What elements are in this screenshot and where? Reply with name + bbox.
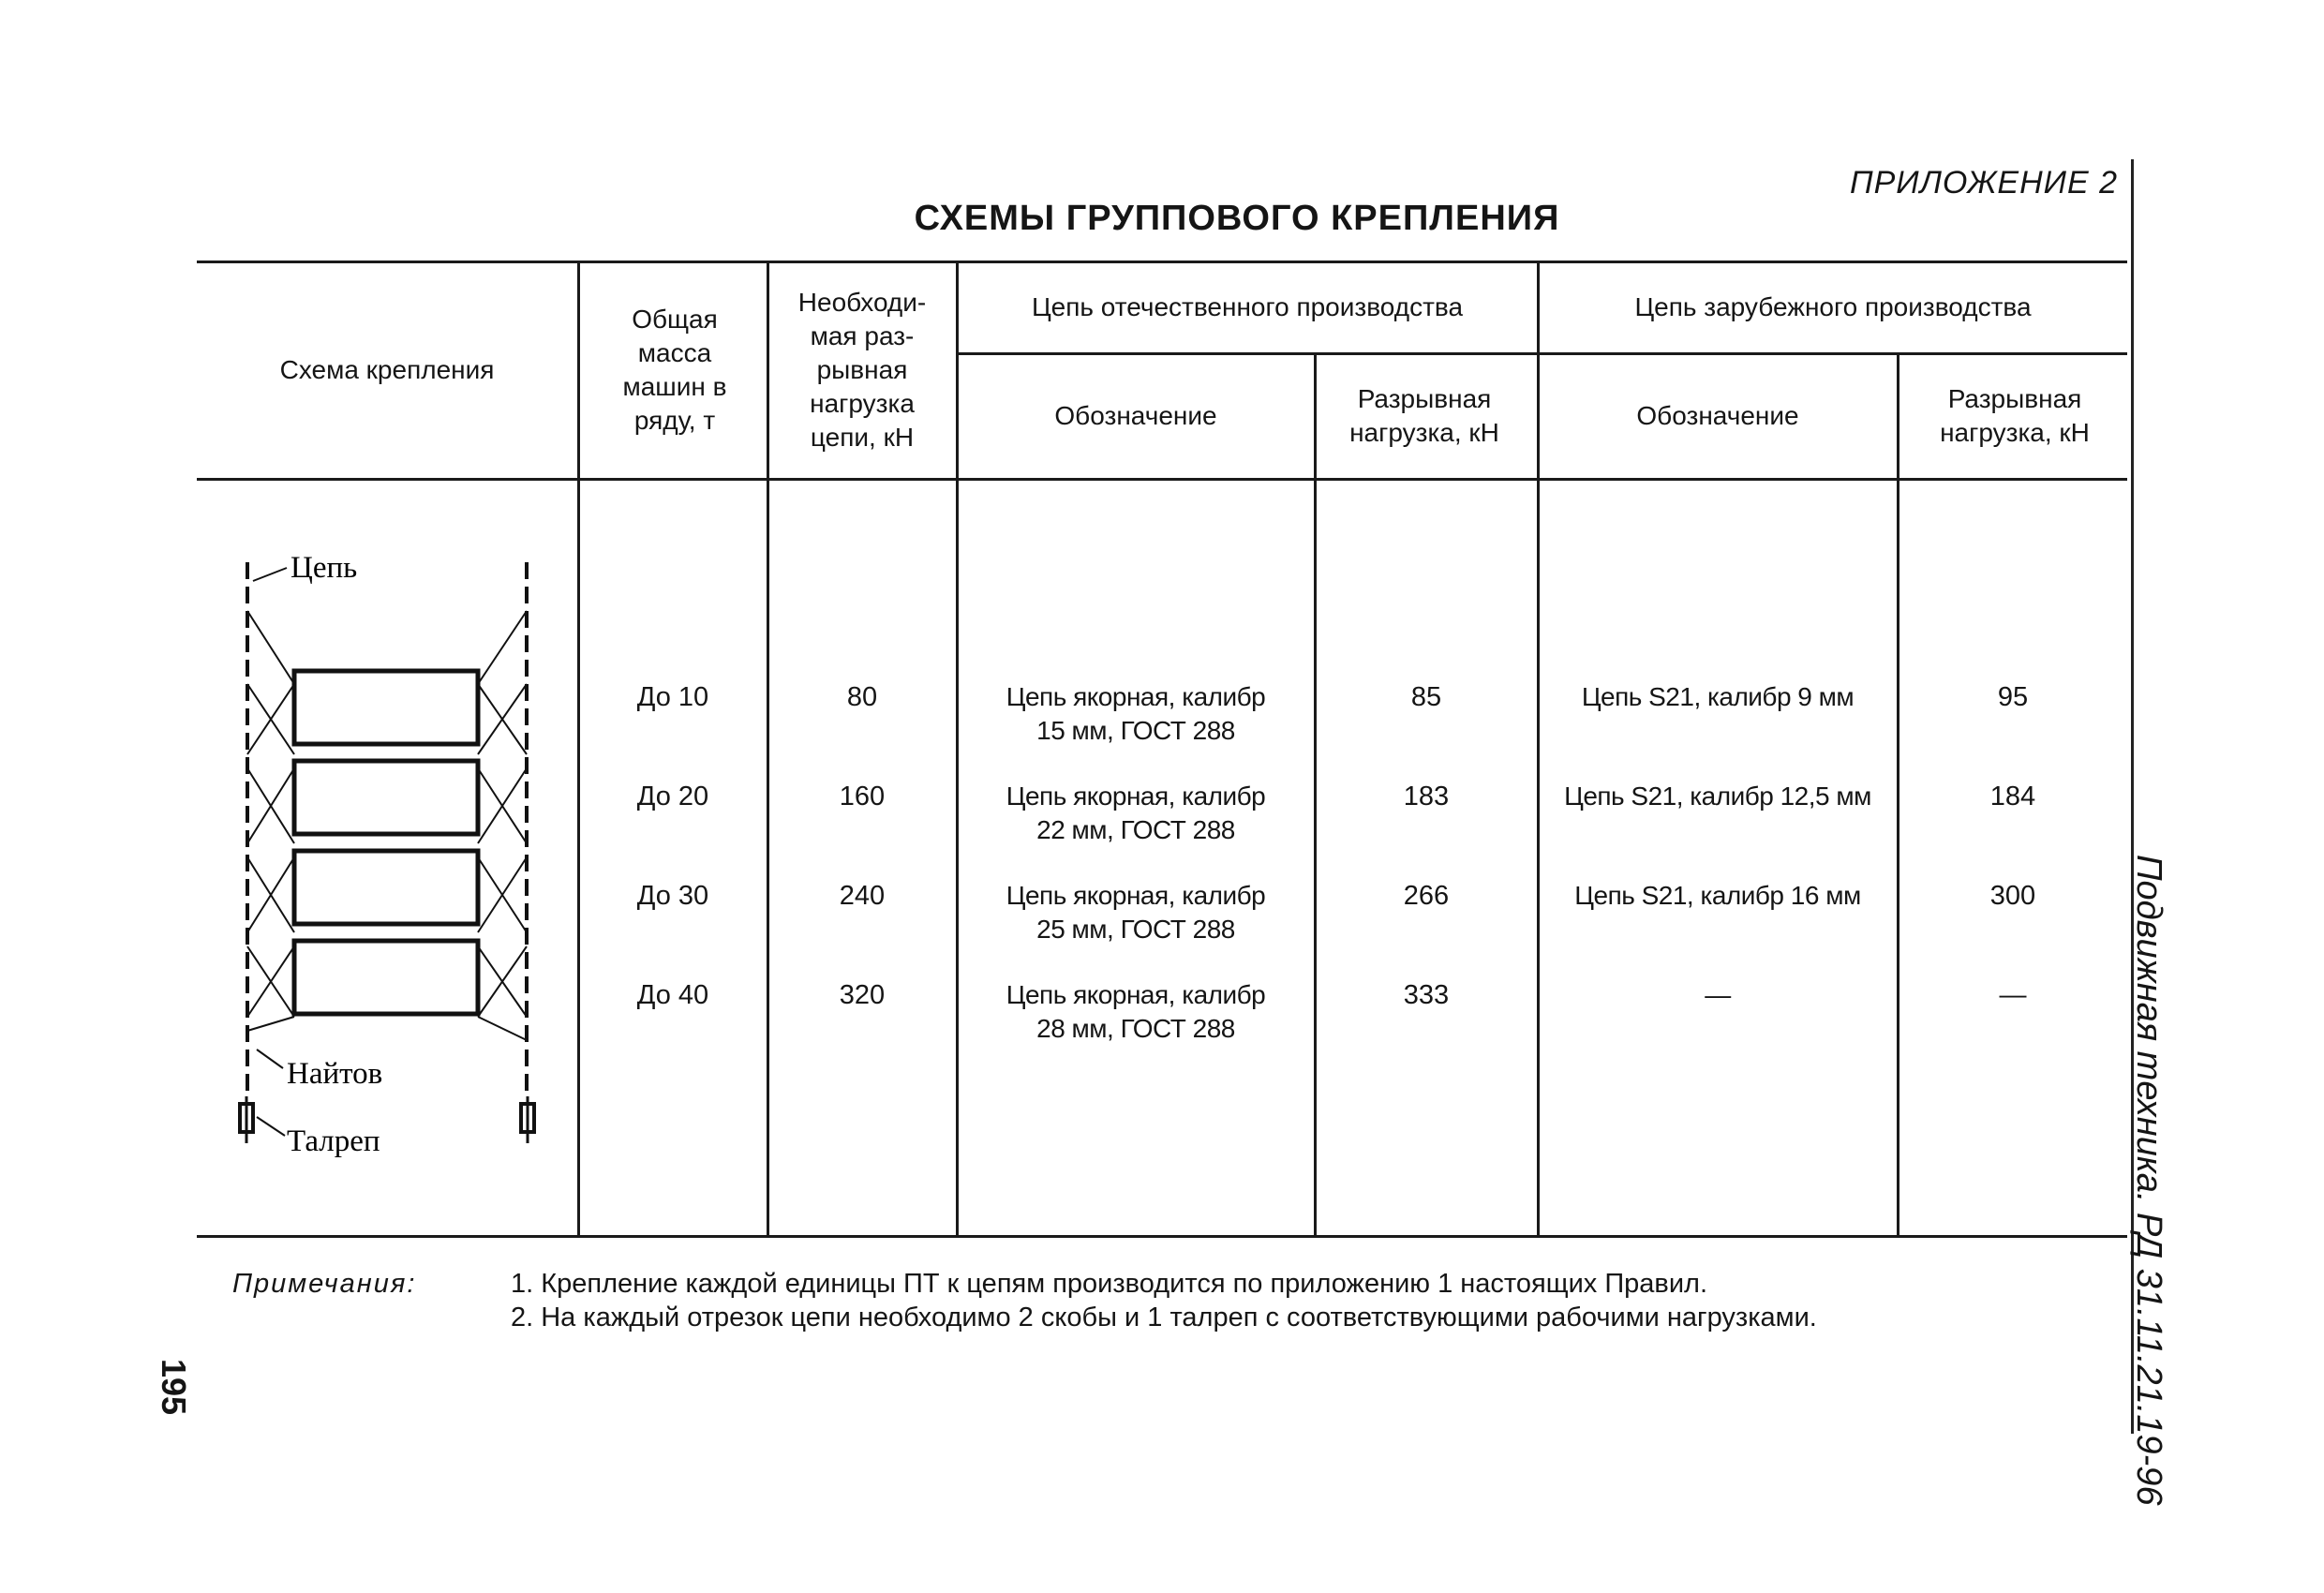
cell-for-load: 300 <box>1989 881 2036 911</box>
document-code-vertical: Подвижная техника. РД 31.11.21.19-96 <box>2129 855 2168 1506</box>
col-divider-2 <box>767 261 769 1237</box>
header-dom-breaking-load: Разрывная нагрузка, кН <box>1349 384 1499 447</box>
note-item: 2. На каждый отрезок цепи необходимо 2 скобы и 1 талреп с соответствующими рабочими нагрузками. <box>511 1303 1817 1332</box>
lashing-label: Найтов <box>287 1057 383 1091</box>
left-turnbuckle-icon <box>240 1096 253 1143</box>
cell-dom-name: Цепь якорная, калибр 15 мм, ГОСТ 288 <box>1006 682 1266 745</box>
appendix-label: ПРИЛОЖЕНИЕ 2 <box>1849 165 2118 201</box>
header-for-designation: Обозначение <box>1636 401 1799 430</box>
note-item: 1. Крепление каждой единицы ПТ к цепям производится по приложению 1 настоящих Правил. <box>511 1269 1708 1299</box>
cell-for-name: — <box>1705 980 1731 1009</box>
cell-for-name: Цепь S21, калибр 12,5 мм <box>1564 782 1871 811</box>
turnbuckle-leader <box>257 1117 285 1136</box>
cell-mass: До 40 <box>636 980 709 1010</box>
cell-dom-load: 333 <box>1403 980 1450 1010</box>
right-turnbuckle-icon <box>521 1096 534 1143</box>
cell-for-load: 95 <box>1997 682 2029 712</box>
cell-load: 160 <box>839 782 886 811</box>
cell-for-load: — <box>1999 980 2027 1010</box>
header-dom-designation: Обозначение <box>1054 401 1217 430</box>
cell-dom-load: 85 <box>1410 682 1442 712</box>
cell-dom-name: Цепь якорная, калибр 25 мм, ГОСТ 288 <box>1006 881 1266 944</box>
cell-for-name: Цепь S21, калибр 9 мм <box>1581 682 1855 711</box>
header-bottom-border <box>197 478 2127 481</box>
vehicle-box <box>294 761 478 834</box>
cell-for-name: Цепь S21, калибр 16 мм <box>1574 881 1861 910</box>
vehicle-box <box>294 851 478 924</box>
cell-load: 320 <box>839 980 886 1010</box>
cell-mass: До 10 <box>636 682 709 712</box>
page-title: СХЕМЫ ГРУППОВОГО КРЕПЛЕНИЯ <box>914 199 1560 238</box>
header-for-breaking-load: Разрывная нагрузка, кН <box>1940 384 2090 447</box>
cell-dom-name: Цепь якорная, калибр 22 мм, ГОСТ 288 <box>1006 782 1266 844</box>
cell-mass: До 30 <box>636 881 709 911</box>
cell-dom-name: Цепь якорная, калибр 28 мм, ГОСТ 288 <box>1006 980 1266 1043</box>
cell-load: 80 <box>846 682 878 712</box>
table-bottom-border <box>197 1235 2127 1238</box>
cell-dom-load: 266 <box>1403 881 1450 911</box>
cell-load: 240 <box>839 881 886 911</box>
notes-label: Примечания: <box>232 1269 417 1299</box>
header-mass: Общая масса машин в ряду, т <box>622 305 727 435</box>
header-scheme: Схема крепления <box>279 355 495 384</box>
header-load: Необходи-мая раз-рывная нагрузка цепи, кН <box>797 288 927 452</box>
vehicle-box <box>294 941 478 1014</box>
page-number: 195 <box>155 1359 193 1416</box>
chain-label: Цепь <box>290 551 358 585</box>
header-foreign: Цепь зарубежного производства <box>1634 292 2032 321</box>
vehicle-box <box>294 671 478 744</box>
header-domestic: Цепь отечественного производства <box>1031 292 1464 321</box>
col-divider-1 <box>577 261 580 1237</box>
cell-for-load: 184 <box>1989 782 2036 811</box>
turnbuckle-label: Талреп <box>287 1124 380 1158</box>
lashing-leader <box>257 1050 283 1068</box>
chain-leader <box>253 568 287 581</box>
cell-mass: До 20 <box>636 782 709 811</box>
cell-dom-load: 183 <box>1403 782 1450 811</box>
lashing-scheme-diagram <box>225 543 562 1162</box>
